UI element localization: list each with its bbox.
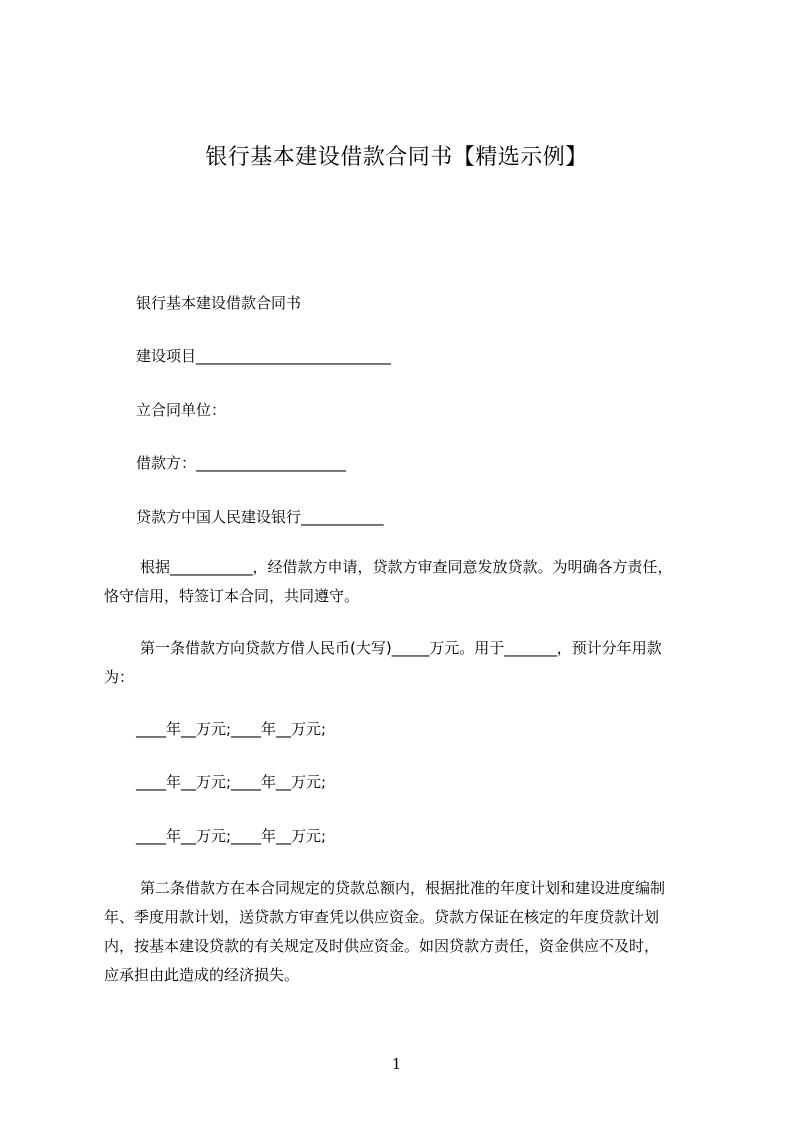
lender-line: 贷款方中国人民建设银行___________ xyxy=(136,508,384,526)
article-2-line-1: 第二条借款方在本合同规定的贷款总额内，根据批准的年度计划和建设进度编制 xyxy=(140,879,666,897)
article-2-line-4: 应承担由此造成的经济损失。 xyxy=(104,966,300,984)
article-2-paragraph xyxy=(104,874,704,990)
contract-heading: 银行基本建设借款合同书 xyxy=(136,294,302,312)
project-line: 建设项目__________________________ xyxy=(136,347,392,365)
borrower-line: 借款方：____________________ xyxy=(136,454,347,472)
article-2-line-2: 年、季度用款计划，送贷款方审查凭以供应资金。贷款方保证在核定的年度贷款计划 xyxy=(104,908,660,926)
schedule-line-2: ____年__万元;____年__万元; xyxy=(136,773,327,791)
article-1-line-1: 第一条借款方向贷款方借人民币(大写)_____万元。用于_______，预计分年用款 xyxy=(140,639,662,657)
schedule-line-1: ____年__万元;____年__万元; xyxy=(136,720,327,738)
parties-line: 立合同单位： xyxy=(136,401,227,419)
preamble-line-2: 恪守信用，特签订本合同，共同遵守。 xyxy=(104,587,360,605)
schedule-line-3: ____年__万元;____年__万元; xyxy=(136,827,327,845)
article-1-paragraph xyxy=(104,634,704,692)
preamble-line-1: 根据___________，经借款方申请，贷款方审查同意发放贷款。为明确各方责任， xyxy=(140,558,673,576)
article-1-line-2: 为： xyxy=(104,668,135,686)
article-2-line-3: 内，按基本建设贷款的有关规定及时供应资金。如因贷款方责任，资金供应不及时， xyxy=(104,937,660,955)
document-title: 银行基本建设借款合同书【精选示例】 xyxy=(205,145,588,170)
page-number: 1 xyxy=(391,1055,402,1073)
preamble-paragraph xyxy=(104,553,704,611)
